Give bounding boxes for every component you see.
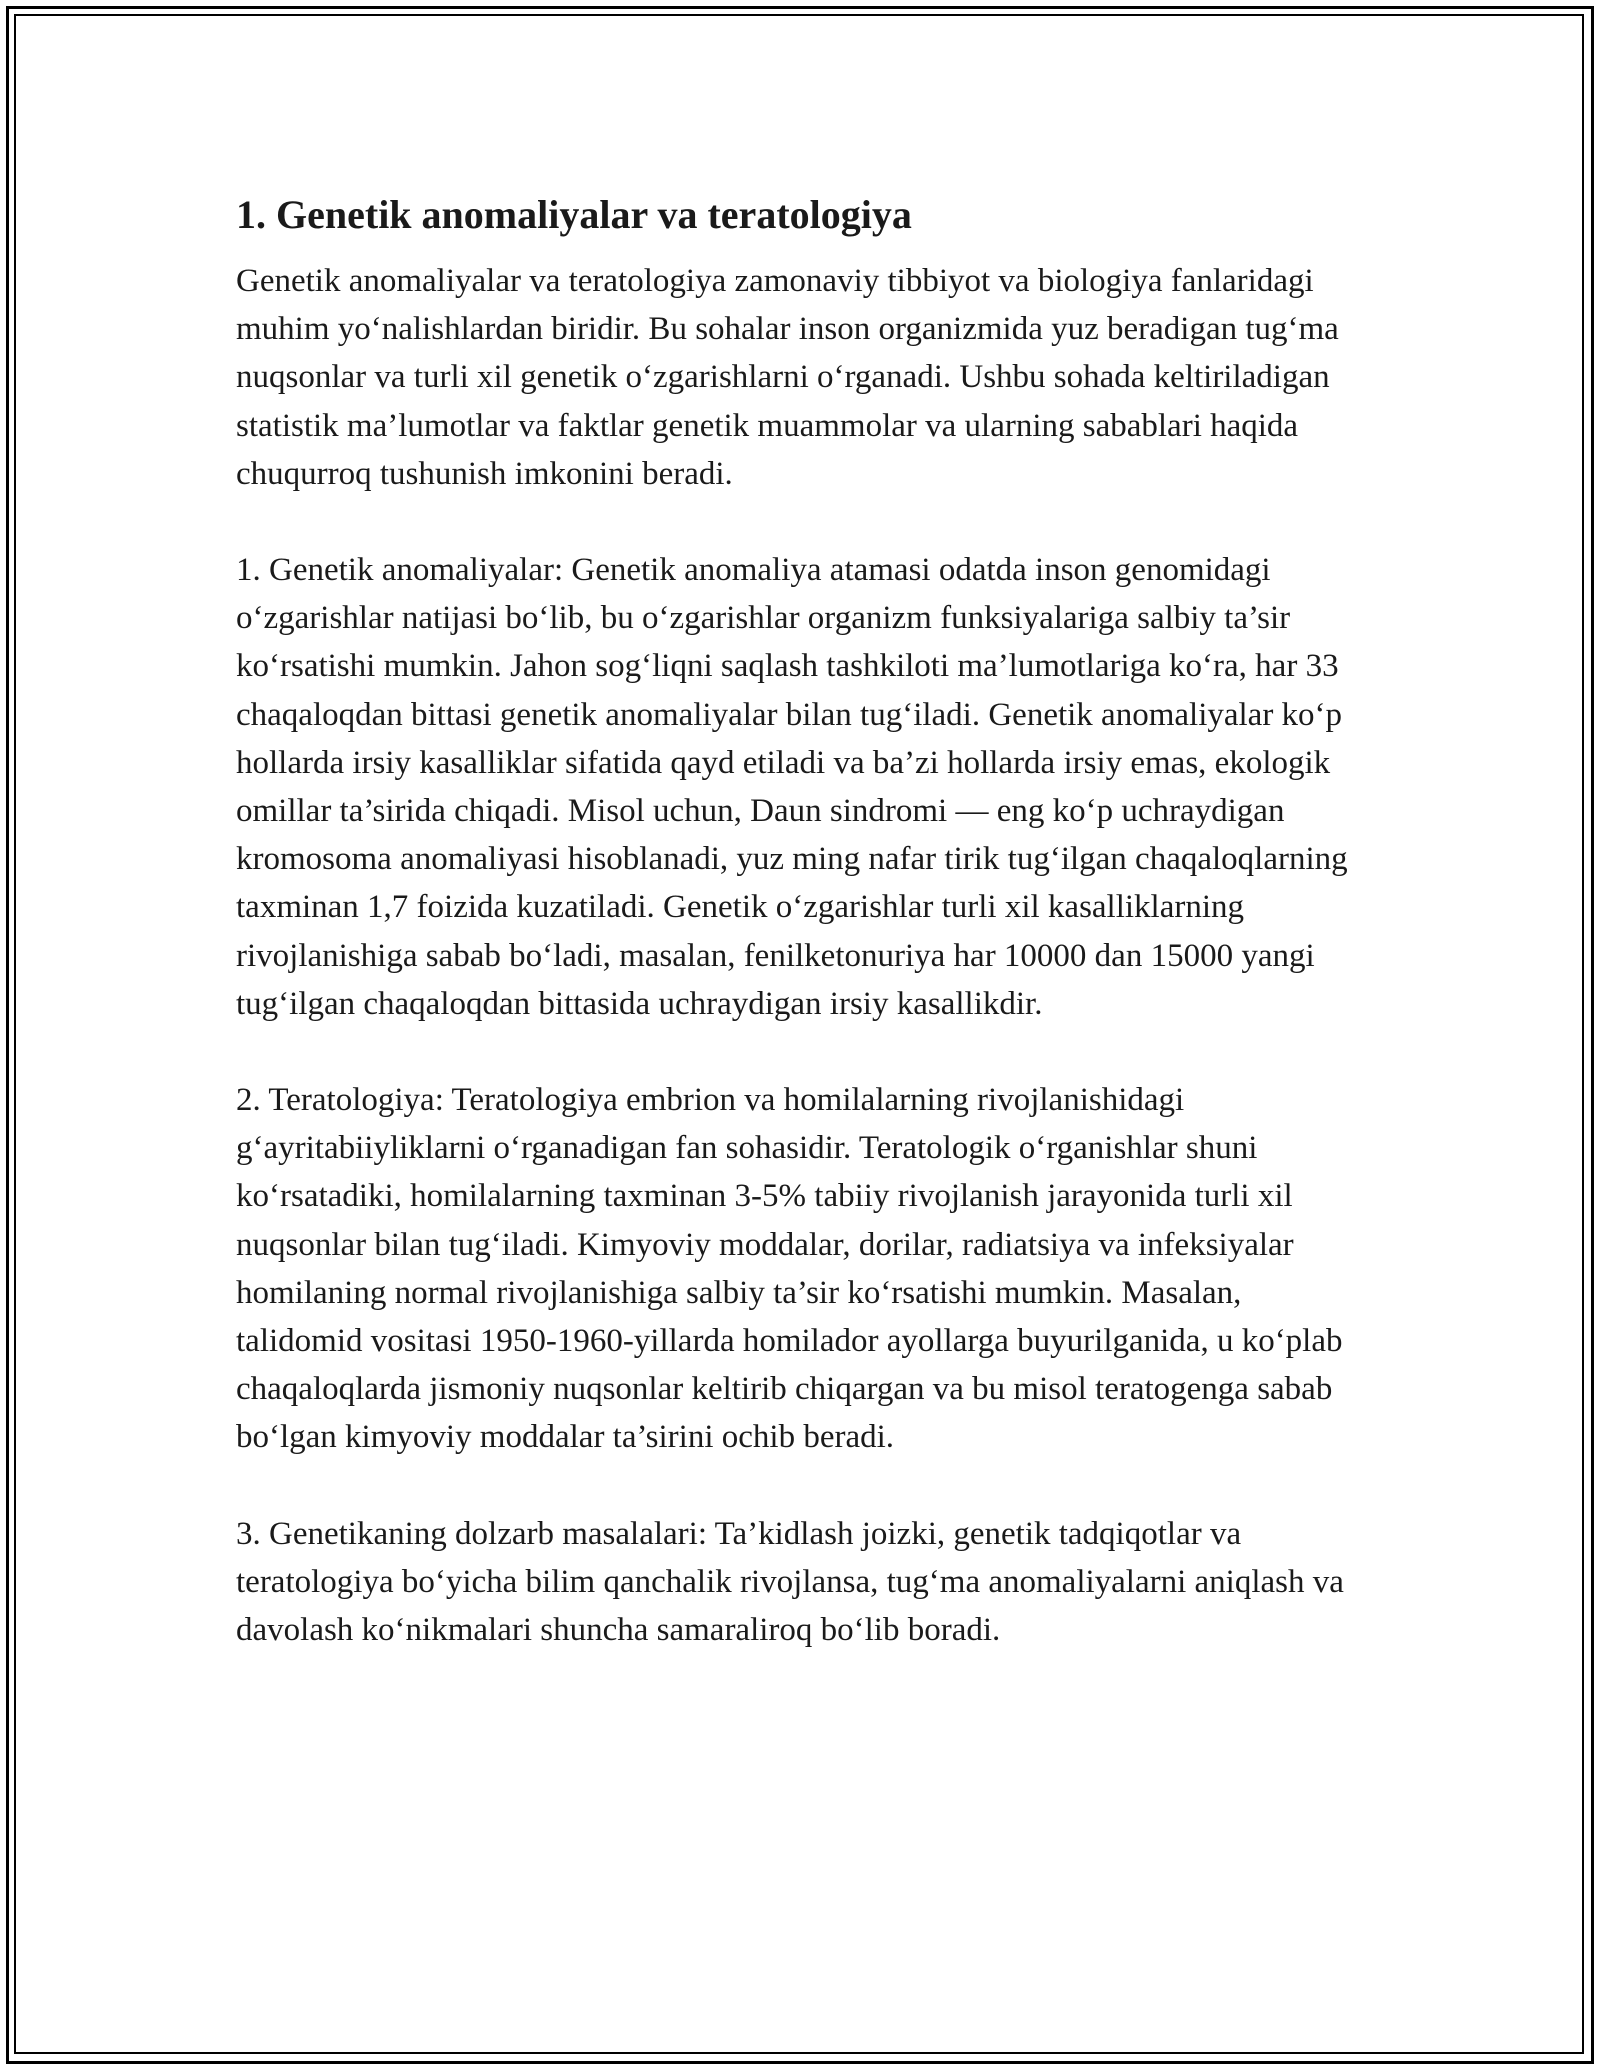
paragraph-genetic-anomalies: 1. Genetik anomaliyalar: Genetik anomaliya atamasi odatda inson genomidagi o‘zgarishlar natijasi bo‘lib, bu o‘zgarishlar organizm funksiyalariga salbiy ta’sir ko‘rsatishi mumkin. Jahon sog‘liqni saqlash tashkiloti ma’lumotlariga ko‘ra, har 33 chaqaloqdan bittasi genetik anomaliyalar bilan tug‘iladi. Genetik anomaliyalar ko‘p hollarda irsiy kasalliklar sifatida qayd etiladi va ba’zi hollarda irsiy emas, ekologik omillar ta’sirida chiqadi. Misol uchun, Daun sindromi — eng ko‘p uchraydigan kromosoma anomaliyasi hisoblanadi, yuz ming nafar tirik tug‘ilgan chaqaloqlarning taxminan 1,7 foizida kuzatiladi. Genetik o‘zgarishlar turli xil kasalliklarning rivojlanishiga sabab bo‘ladi, masalan, fenilketonuriya har 10000 dan 15000 yangi tug‘ilgan chaqaloqdan bittasida uchraydigan irsiy kasallikdir. bbox=[236, 552, 1348, 1022]
paragraph-teratology: 2. Teratologiya: Teratologiya embrion va homilalarning rivojlanishidagi g‘ayritabiiyliklarni o‘rganadigan fan sohasidir. Teratologik o‘rganishlar shuni ko‘rsatadiki, homilalarning taxminan 3-5% tabiiy rivojlanish jarayonida turli xil nuqsonlar bilan tug‘iladi. Kimyoviy moddalar, dorilar, radiatsiya va infeksiyalar homilaning normal rivojlanishiga salbiy ta’sir ko‘rsatishi mumkin. Masalan, talidomid vositasi 1950-1960-yillarda homilador ayollarga buyurilganida, u ko‘plab chaqaloqlarda jismoniy nuqsonlar keltirib chiqargan va bu misol teratogenga sabab bo‘lgan kimyoviy moddalar ta’sirini ochib beradi. bbox=[236, 1082, 1343, 1456]
intro-paragraph: Genetik anomaliyalar va teratologiya zamonaviy tibbiyot va biologiya fanlaridagi muhim yo‘nalishlardan biridir. Bu sohalar inson organizmida yuz beradigan tug‘ma nuqsonlar va turli xil genetik o‘zgarishlarni o‘rganadi. Ushbu sohada keltiriladigan statistik ma’lumotlar va faktlar genetik muammolar va ularning sabablari haqida chuqurroq tushunish imkonini beradi. bbox=[236, 263, 1339, 492]
section-heading: 1. Genetik anomaliyalar va teratologiya bbox=[236, 192, 912, 237]
paragraph-current-issues: 3. Genetikaning dolzarb masalalari: Ta’kidlash joizki, genetik tadqiqotlar va teratologiya bo‘yicha bilim qanchalik rivojlansa, tug‘ma anomaliyalarni aniqlash va davolash ko‘nikmalari shuncha samaraliroq bo‘lib boradi. bbox=[236, 1515, 1344, 1649]
document-body bbox=[236, 185, 1376, 1654]
